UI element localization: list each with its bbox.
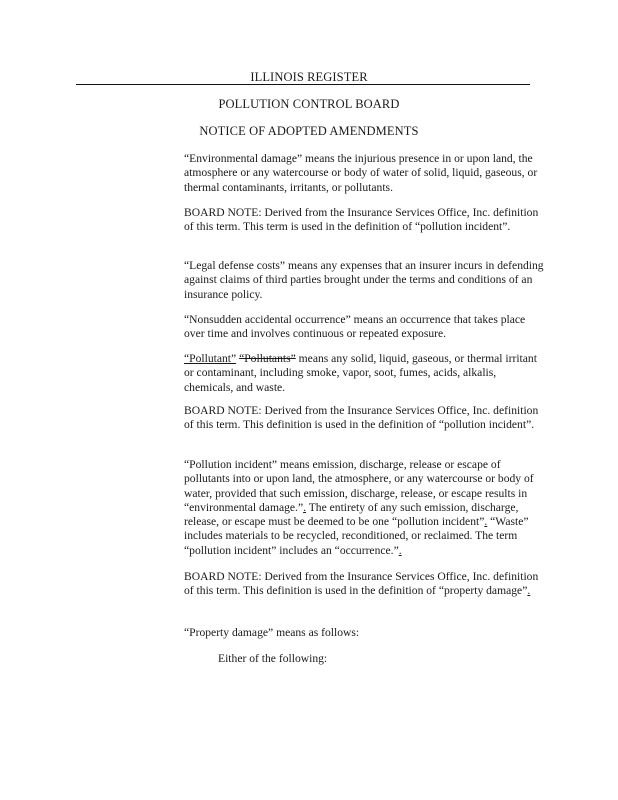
deleted-text: “Pollutants” bbox=[239, 352, 296, 365]
definition-pollution-incident bbox=[184, 458, 544, 558]
definition-environmental-damage: “Environmental damage” means the injurious presence in or upon land, the atmosphere or any watercourse or body of water of solid, liquid, gaseous, or thermal contaminants, irritants, or pollutants. bbox=[184, 152, 538, 194]
inserted-text: . bbox=[484, 515, 488, 529]
subsection-heading: Either of the following: bbox=[218, 652, 328, 665]
definition-legal-defense-costs: “Legal defense costs” means any expenses that an insurer incurs in defending against claims of third parties brought under the terms and conditions of an insurance policy. bbox=[184, 259, 544, 301]
board-note: BOARD NOTE: Derived from the Insurance Services Office, Inc. definition of this term. This definition is used in the definition of “pollution incident”. bbox=[184, 404, 539, 432]
note-text: BOARD NOTE: Derived from the Insurance Services Office, Inc. definition of this term. This definition is used in the definition of “property damage” bbox=[184, 570, 539, 598]
inserted-text: “Pollutant” bbox=[184, 352, 237, 365]
definition-nonsudden-occurrence: “Nonsudden accidental occurrence” means an occurrence that takes place over time and involves continuous or repeated exposure. bbox=[184, 313, 526, 341]
inserted-text: . bbox=[527, 584, 531, 598]
board-note bbox=[184, 570, 544, 599]
inserted-text: . bbox=[303, 500, 307, 514]
inserted-text: . bbox=[398, 543, 402, 557]
register-title: ILLINOIS REGISTER bbox=[250, 70, 368, 84]
definition-text: means any solid, liquid, gaseous, or thermal irritant or contaminant, including smoke, vapor, soot, fumes, acids, alkalis, chemicals, and waste. bbox=[184, 352, 537, 394]
definition-text: “Waste” includes materials to be recycled, reconditioned, or reclaimed. The term “pollution incident” includes an “occurrence.” bbox=[184, 515, 529, 557]
board-note: BOARD NOTE: Derived from the Insurance Services Office, Inc. definition of this term. This term is used in the definition of “pollution incident”. bbox=[184, 206, 539, 234]
notice-title: NOTICE OF ADOPTED AMENDMENTS bbox=[199, 124, 419, 138]
board-title: POLLUTION CONTROL BOARD bbox=[218, 97, 400, 111]
definition-pollutant bbox=[184, 352, 544, 395]
definition-text: The entirety of any such emission, discharge, release, or escape must be deemed to be one “pollution incident” bbox=[184, 500, 519, 529]
definition-text: “Pollution incident” means emission, discharge, release or escape of pollutants into or upon land, the atmosphere, or any watercourse or body of water, provided that such emission, discharge, release, or escape results in “environmental damage.” bbox=[184, 458, 534, 514]
definition-property-damage: “Property damage” means as follows: bbox=[184, 626, 360, 639]
